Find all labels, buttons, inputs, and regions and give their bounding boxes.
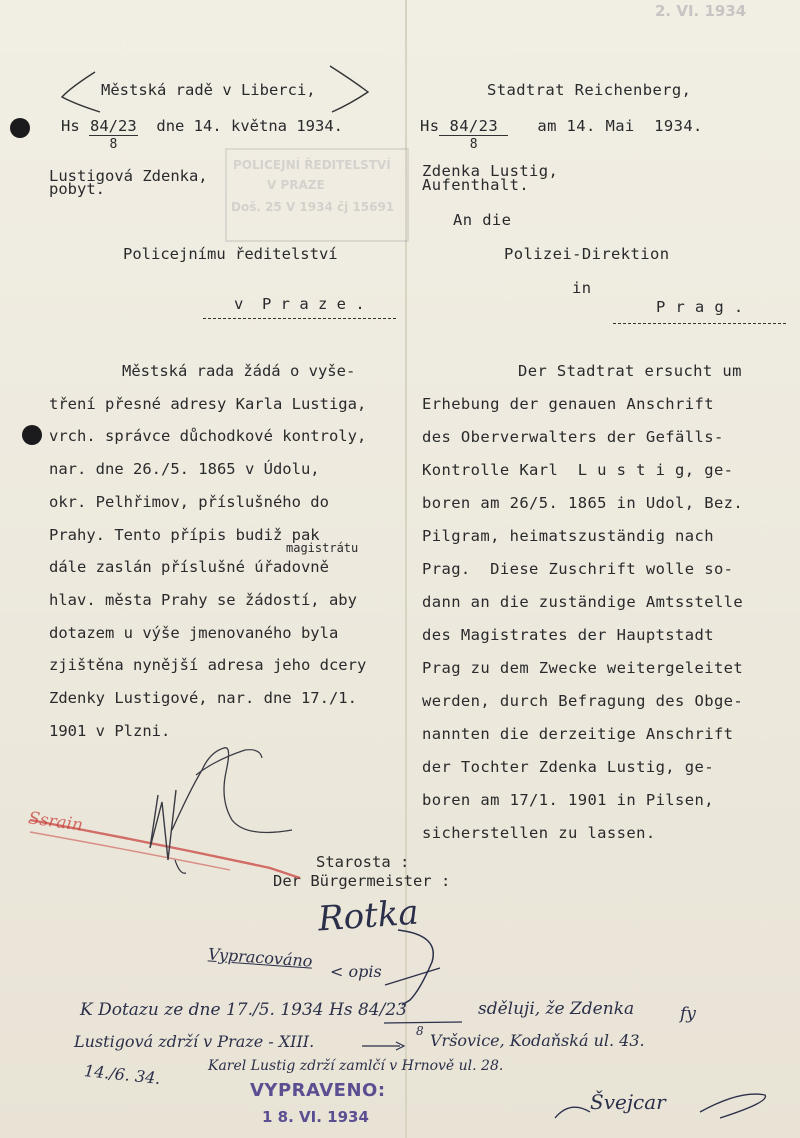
german-body-line-9: des Magistrates der Hauptstadt [422, 626, 714, 644]
german-body-line-5: boren am 26/5. 1865 in Udol, Bez. [422, 494, 744, 512]
german-body-line-6: Pilgram, heimatszuständig nach [422, 527, 714, 545]
german-body-line-4: Kontrolle Karl L u s t i g, ge- [422, 461, 734, 479]
czech-body-line-2: tření přesné adresy Karla Lustiga, [49, 394, 367, 413]
mayor-signature: Rotka [316, 892, 420, 940]
vypracovano-note: Vypracováno [207, 944, 314, 971]
czech-date: dne 14. května 1934. [156, 117, 343, 135]
czech-place: v P r a z e . [234, 295, 365, 313]
czech-office-name: Městská radě v Liberci, [101, 81, 316, 99]
note-date: 14./6. 34. [83, 1061, 162, 1088]
german-ref-prefix: Hs [420, 117, 440, 135]
german-body-line-3: des Oberverwalters der Gefälls- [422, 428, 724, 446]
german-body-line-2: Erhebung der genauen Anschrift [422, 395, 714, 413]
note-line2b: Vršovice, Kodaňská ul. 43. [430, 1031, 645, 1050]
german-subject-line2: Aufenthalt. [422, 176, 530, 194]
note-line1: K Dotazu ze dne 17./5. 1934 Hs 84/23 [80, 1000, 407, 1020]
german-recipient: Polizei-Direktion [504, 245, 670, 263]
czech-body-line-11: Zdenky Lustigové, nar. dne 17./1. [49, 689, 357, 707]
german-ref-number: 84/23 [439, 117, 508, 136]
czech-signature-title: Starosta : [316, 853, 410, 871]
german-body-line-15: sicherstellen zu lassen. [422, 824, 656, 842]
german-body-line-10: Prag zu dem Zwecke weitergeleitet [422, 659, 744, 677]
czech-ref-prefix: Hs [61, 117, 80, 135]
german-ref-denominator: 8 [469, 137, 478, 152]
note-line3: Karel Lustig zdrží zamlčí v Hrnově ul. 28. [208, 1058, 504, 1074]
vypraveno-stamp-date: 1 8. VI. 1934 [262, 1108, 369, 1126]
note-frac-den: 8 [416, 1024, 424, 1038]
german-date: am 14. Mai 1934. [537, 117, 703, 135]
faint-top-stamp: 2. VI. 1934 [655, 2, 747, 20]
german-salutation: An die [453, 211, 512, 229]
czech-body-line-5: okr. Pelhřimov, příslušného do [49, 492, 329, 511]
german-body-line-12: nannten die derzeitige Anschrift [422, 725, 734, 743]
faint-stamp-line3: Doš. 25 V 1934 čj 15691 [231, 200, 395, 214]
czech-subject-line1: Lustigová Zdenka, [49, 167, 208, 185]
german-body-line-1: Der Stadtrat ersucht um [518, 362, 742, 380]
german-subject-line1: Zdenka Lustig, [422, 162, 559, 180]
czech-body-line-7: dále zaslán příslušné úřadovně [49, 558, 329, 577]
german-body-line-11: werden, durch Befragung des Obge- [422, 692, 744, 710]
czech-body-line-1: Městská rada žádá o vyše- [122, 362, 356, 380]
german-body-line-13: der Tochter Zdenka Lustig, ge- [422, 758, 714, 776]
note-line2a: Lustigová zdrží v Praze - XIII. [74, 1032, 315, 1051]
vypraveno-stamp: VYPRAVENO: [250, 1080, 386, 1101]
german-body-line-8: dann an die zuständige Amtsstelle [422, 593, 744, 611]
czech-recipient: Policejnímu ředitelství [123, 245, 338, 263]
german-place: P r a g . [656, 298, 744, 316]
czech-body-line-10: zjištěna nynější adresa jeho dcery [49, 656, 367, 675]
faint-stamp-line2: V PRAZE [267, 178, 325, 192]
note-line1c: fy [680, 1004, 696, 1024]
faint-stamp-line1: POLICEJNÍ ŘEDITELSTVÍ [233, 158, 391, 172]
czech-body-line-4: nar. dne 26./5. 1865 v Údolu, [49, 460, 320, 479]
czech-body-line-12: 1901 v Plzni. [49, 721, 171, 740]
note-line1b: sděluji, že Zdenka [478, 999, 635, 1019]
czech-body-line-6: Prahy. Tento přípis budiž pak [49, 525, 320, 544]
czech-body-line-8: hlav. města Prahy se žádostí, aby [49, 590, 357, 609]
red-mark-text: Ssrain [26, 808, 85, 836]
czech-body-line-3: vrch. správce důchodkové kontroly, [49, 427, 367, 446]
czech-subject-line2: pobyt. [49, 180, 105, 198]
german-in-word: in [572, 279, 592, 297]
german-signature-title: Der Bürgermeister : [273, 872, 451, 890]
german-office-name: Stadtrat Reichenberg, [487, 81, 692, 99]
czech-ref-number: 84/23 [90, 117, 137, 135]
czech-insertion: magistrátu [286, 541, 359, 555]
czech-body-line-9: dotazem u výše jmenovaného byla [49, 623, 339, 642]
czech-ref-denominator: 8 [109, 137, 118, 152]
clerk-signature: Švejcar [590, 1090, 666, 1114]
german-body-line-7: Prag. Diese Zuschrift wolle so- [422, 560, 734, 578]
german-body-line-14: boren am 17/1. 1901 in Pilsen, [422, 791, 714, 809]
opis-note: < opis [330, 962, 382, 981]
